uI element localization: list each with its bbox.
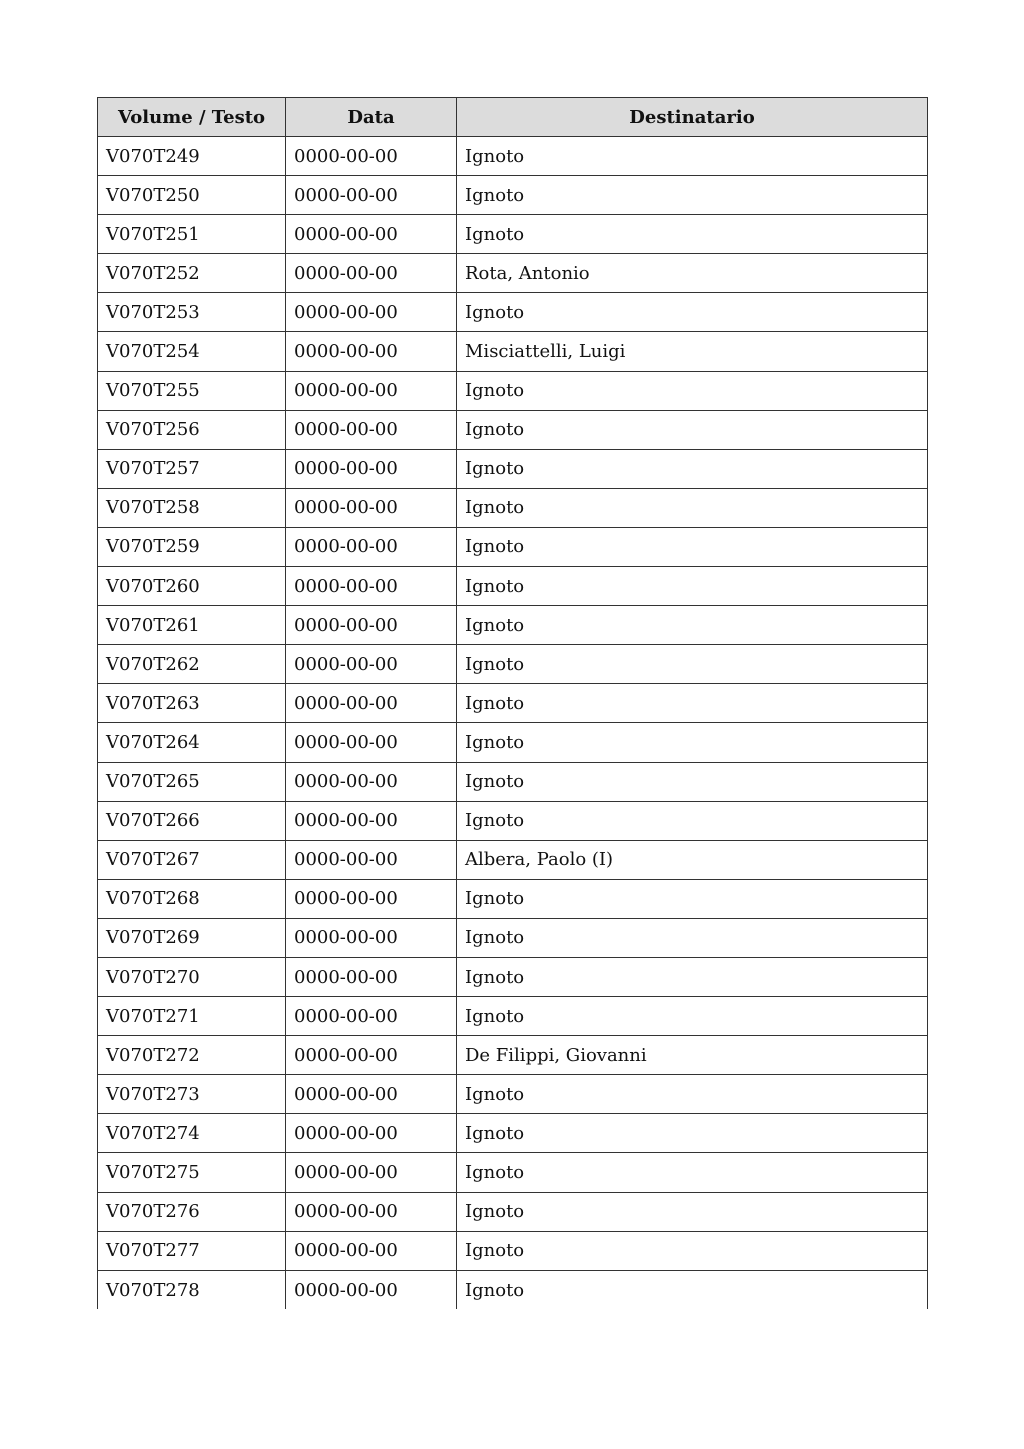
table-row [98,176,928,215]
table-row [98,1231,928,1270]
table-row [98,997,928,1036]
cell-volume-testo: V070T273 [98,1075,286,1114]
table-row [98,371,928,410]
cell-volume-testo: V070T275 [98,1153,286,1192]
cell-data: 0000-00-00 [286,1075,457,1114]
cell-data: 0000-00-00 [286,762,457,801]
cell-destinatario: Ignoto [457,723,928,762]
table-row [98,215,928,254]
cell-destinatario: Ignoto [457,684,928,723]
cell-volume-testo: V070T267 [98,840,286,879]
cell-destinatario: Ignoto [457,137,928,176]
cell-destinatario: Ignoto [457,488,928,527]
cell-data: 0000-00-00 [286,567,457,606]
cell-volume-testo: V070T266 [98,801,286,840]
cell-data: 0000-00-00 [286,137,457,176]
cell-data: 0000-00-00 [286,410,457,449]
table-row [98,527,928,566]
table-row [98,254,928,293]
table-row [98,567,928,606]
cell-data: 0000-00-00 [286,645,457,684]
header-destinatario: Destinatario [457,98,928,137]
cell-data: 0000-00-00 [286,1192,457,1231]
cell-destinatario: Ignoto [457,567,928,606]
cell-volume-testo: V070T278 [98,1270,286,1309]
cell-destinatario: Rota, Antonio [457,254,928,293]
cell-data: 0000-00-00 [286,176,457,215]
cell-volume-testo: V070T255 [98,371,286,410]
cell-volume-testo: V070T260 [98,567,286,606]
cell-destinatario: Ignoto [457,879,928,918]
cell-destinatario: Ignoto [457,527,928,566]
table-row [98,1114,928,1153]
table-row [98,801,928,840]
cell-data: 0000-00-00 [286,215,457,254]
cell-destinatario: Ignoto [457,1153,928,1192]
cell-volume-testo: V070T269 [98,918,286,957]
cell-destinatario: Ignoto [457,957,928,996]
cell-data: 0000-00-00 [286,879,457,918]
cell-destinatario: Ignoto [457,1075,928,1114]
table-row [98,332,928,371]
cell-destinatario: Ignoto [457,293,928,332]
cell-data: 0000-00-00 [286,1231,457,1270]
cell-volume-testo: V070T254 [98,332,286,371]
header-volume-testo: Volume / Testo [98,98,286,137]
table-header-row [98,98,928,137]
cell-volume-testo: V070T252 [98,254,286,293]
cell-volume-testo: V070T271 [98,997,286,1036]
cell-data: 0000-00-00 [286,1270,457,1309]
cell-data: 0000-00-00 [286,449,457,488]
cell-data: 0000-00-00 [286,957,457,996]
cell-volume-testo: V070T268 [98,879,286,918]
table-row [98,449,928,488]
cell-destinatario: Ignoto [457,918,928,957]
table-row [98,840,928,879]
cell-volume-testo: V070T251 [98,215,286,254]
cell-data: 0000-00-00 [286,723,457,762]
table-row [98,879,928,918]
cell-data: 0000-00-00 [286,293,457,332]
cell-destinatario: De Filippi, Giovanni [457,1036,928,1075]
table-row [98,1075,928,1114]
cell-destinatario: Ignoto [457,410,928,449]
cell-volume-testo: V070T272 [98,1036,286,1075]
cell-destinatario: Ignoto [457,645,928,684]
cell-destinatario: Ignoto [457,1114,928,1153]
cell-data: 0000-00-00 [286,918,457,957]
table-row [98,1153,928,1192]
header-data: Data [286,98,457,137]
cell-data: 0000-00-00 [286,254,457,293]
cell-volume-testo: V070T257 [98,449,286,488]
table-row [98,293,928,332]
cell-destinatario: Ignoto [457,371,928,410]
table-row [98,137,928,176]
cell-volume-testo: V070T250 [98,176,286,215]
cell-volume-testo: V070T261 [98,606,286,645]
table-row [98,606,928,645]
cell-volume-testo: V070T276 [98,1192,286,1231]
cell-data: 0000-00-00 [286,332,457,371]
table-row [98,957,928,996]
cell-volume-testo: V070T277 [98,1231,286,1270]
cell-destinatario: Albera, Paolo (I) [457,840,928,879]
cell-data: 0000-00-00 [286,371,457,410]
cell-destinatario: Ignoto [457,176,928,215]
cell-volume-testo: V070T253 [98,293,286,332]
table-row [98,723,928,762]
cell-destinatario: Ignoto [457,1270,928,1309]
cell-destinatario: Ignoto [457,801,928,840]
table-row [98,918,928,957]
cell-destinatario: Ignoto [457,215,928,254]
cell-data: 0000-00-00 [286,1114,457,1153]
table-row [98,762,928,801]
table-row [98,645,928,684]
table-row [98,410,928,449]
cell-volume-testo: V070T249 [98,137,286,176]
cell-data: 0000-00-00 [286,527,457,566]
table-row [98,488,928,527]
cell-volume-testo: V070T258 [98,488,286,527]
cell-volume-testo: V070T274 [98,1114,286,1153]
cell-data: 0000-00-00 [286,488,457,527]
cell-data: 0000-00-00 [286,1036,457,1075]
cell-data: 0000-00-00 [286,1153,457,1192]
cell-volume-testo: V070T259 [98,527,286,566]
cell-volume-testo: V070T264 [98,723,286,762]
table-row [98,684,928,723]
cell-destinatario: Ignoto [457,1192,928,1231]
table-row [98,1036,928,1075]
table-body [98,137,928,1310]
cell-data: 0000-00-00 [286,840,457,879]
table-row [98,1192,928,1231]
cell-volume-testo: V070T263 [98,684,286,723]
cell-data: 0000-00-00 [286,606,457,645]
cell-data: 0000-00-00 [286,684,457,723]
cell-volume-testo: V070T265 [98,762,286,801]
cell-volume-testo: V070T262 [98,645,286,684]
cell-data: 0000-00-00 [286,997,457,1036]
document-page [97,97,927,1309]
cell-destinatario: Ignoto [457,606,928,645]
cell-destinatario: Ignoto [457,1231,928,1270]
cell-destinatario: Misciattelli, Luigi [457,332,928,371]
table-row [98,1270,928,1309]
cell-volume-testo: V070T256 [98,410,286,449]
cell-destinatario: Ignoto [457,997,928,1036]
cell-volume-testo: V070T270 [98,957,286,996]
letters-table [97,97,928,1309]
cell-destinatario: Ignoto [457,449,928,488]
cell-destinatario: Ignoto [457,762,928,801]
cell-data: 0000-00-00 [286,801,457,840]
